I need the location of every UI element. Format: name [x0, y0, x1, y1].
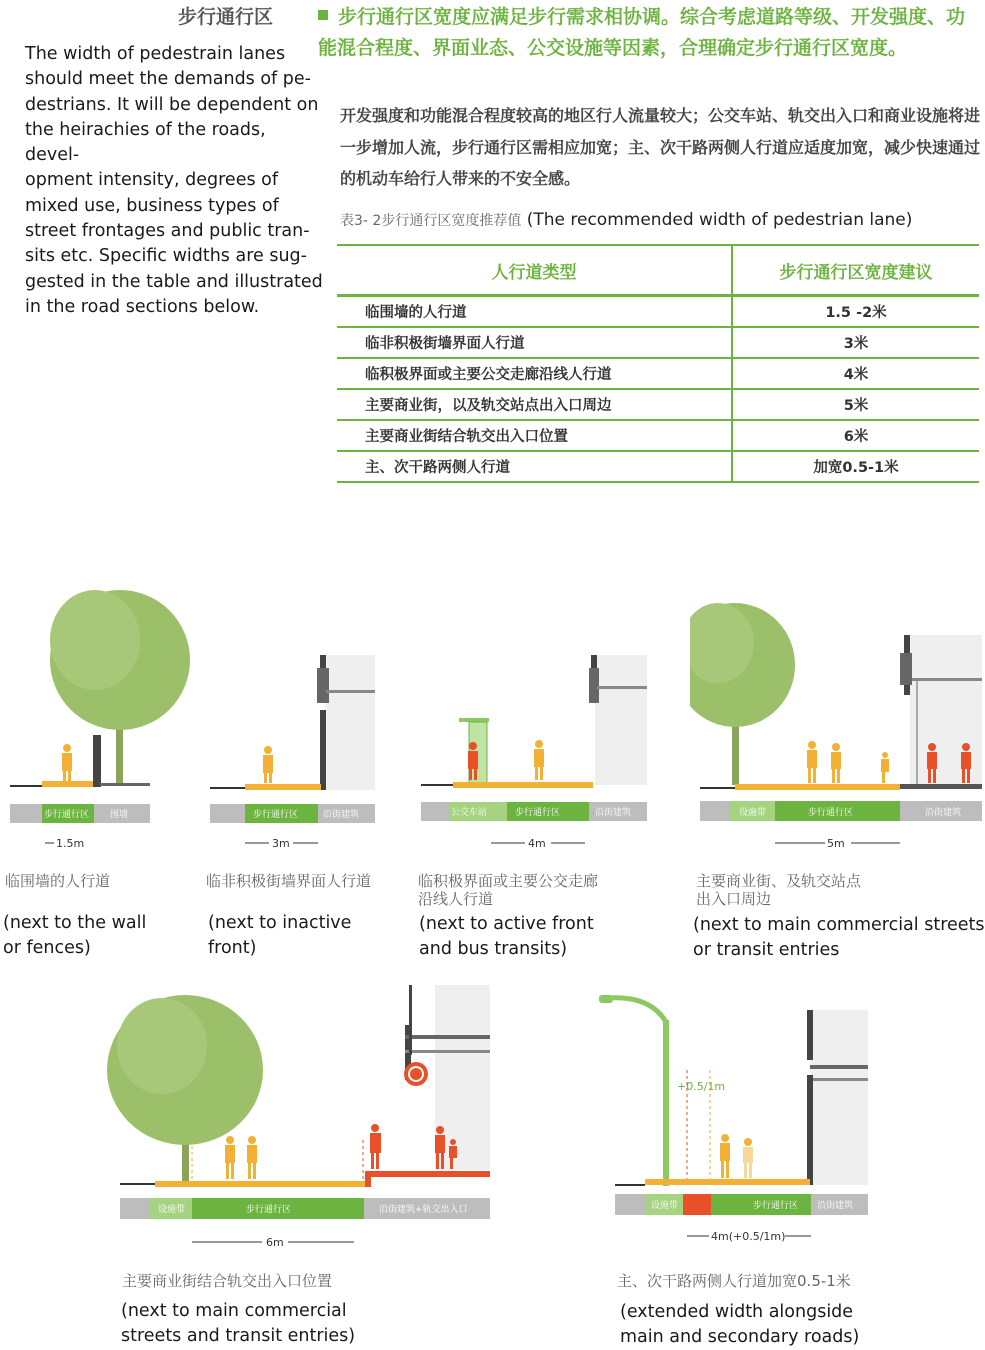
caption-cn: 主要商业街结合轨交出入口位置 — [122, 1272, 333, 1290]
width-label: 3m — [272, 837, 290, 850]
bar-label: 沿街建筑 — [925, 808, 962, 818]
table-cell: 主要商业街，以及轨交站点出入口周边 — [337, 389, 732, 420]
extra-width-label: +0.5/1m — [677, 1080, 726, 1093]
width-label: 1.5m — [56, 837, 85, 850]
bar-label: 沿街建筑 — [817, 1201, 854, 1211]
bar-label: 沿街建筑 — [595, 808, 632, 818]
bar-label: 设施带 — [651, 1201, 679, 1211]
table-row — [337, 358, 979, 389]
bar-label: 设施带 — [158, 1205, 186, 1215]
table-cell: 3米 — [732, 327, 979, 358]
bar-label: 步行通行区 — [246, 1205, 292, 1215]
caption-en: (next to the wall or fences) — [3, 913, 147, 958]
bar-label: 沿街建筑+轨交出入口 — [379, 1205, 468, 1215]
bar-label: 围墙 — [110, 810, 129, 820]
bar-label: 步行通行区 — [253, 810, 299, 820]
table-cell: 加宽0.5-1米 — [732, 451, 979, 482]
table-cell: 临积极界面或主要公交走廊沿线人行道 — [337, 358, 732, 389]
caption-en: (next to active front and bus transits) — [419, 914, 594, 959]
caption-cn: 临围墙的人行道 — [5, 872, 111, 890]
bar-label: 步行通行区 — [753, 1201, 799, 1211]
tree-icon — [107, 995, 263, 1186]
bar-label: 步行通行区 — [44, 810, 90, 820]
section-diagram-extended-width — [595, 990, 885, 1250]
body-text-cn: 开发强度和功能混合程度较高的地区行人流量较大；公交车站、轨交出入口和商业设施将进一步增加人流，步行通行区需相应加宽；主、次干路两侧人行道应适度加宽，减少快速通过的机动车给行人带来的不安全感。 — [340, 106, 981, 188]
section-diagram-wall — [0, 575, 200, 855]
bar-label: 公交车站 — [451, 808, 488, 818]
table-header-row — [337, 245, 979, 296]
caption-cn: 主要商业街、及轨交站点 出入口周边 — [696, 872, 862, 908]
width-label: 6m — [266, 1236, 284, 1249]
table-row — [337, 296, 979, 328]
section-diagram-active-front — [413, 650, 653, 850]
pedestrian-icon — [62, 744, 72, 781]
table-caption — [340, 210, 912, 230]
table-caption-cn: 表3- 2步行通行区宽度推荐值 — [340, 213, 522, 229]
bar-label: 步行通行区 — [515, 808, 561, 818]
section-diagram-transit-entry — [100, 980, 495, 1250]
metro-icon — [404, 1062, 428, 1086]
table-caption-en: (The recommended width of pedestrian lane) — [526, 210, 913, 230]
section-diagram-commercial — [690, 575, 985, 855]
pedestrian-icon — [720, 1134, 753, 1178]
width-label: 5m — [827, 837, 845, 850]
table-cell: 临围墙的人行道 — [337, 296, 732, 328]
caption-en: (extended width alongside main and secondary roads) — [620, 1302, 860, 1347]
section-title: 步行通行区 — [178, 6, 274, 28]
table-row — [337, 327, 979, 358]
caption-en: (next to main commercial streets and transit entries) — [121, 1301, 356, 1346]
width-label: 4m — [528, 837, 546, 850]
pedestrian-icon — [263, 746, 273, 783]
caption-en: (next to inactive front) — [208, 913, 352, 958]
table-row — [337, 389, 979, 420]
street-lamp-icon — [599, 995, 669, 1186]
bar-label: 步行通行区 — [808, 808, 854, 818]
table-cell: 4米 — [732, 358, 979, 389]
table-row — [337, 451, 979, 482]
caption-cn: 临非积极街墙界面人行道 — [206, 872, 372, 890]
table-cell: 主要商业街结合轨交出入口位置 — [337, 420, 732, 451]
tree-icon — [690, 603, 795, 785]
table-cell: 临非积极街墙界面人行道 — [337, 327, 732, 358]
table-cell: 主、次干路两侧人行道 — [337, 451, 732, 482]
caption-cn: 主、次干路两侧人行道加宽0.5-1米 — [617, 1272, 851, 1290]
table-cell: 1.5 -2米 — [732, 296, 979, 328]
table-cell: 6米 — [732, 420, 979, 451]
pedestrian-icon — [807, 741, 889, 783]
bar-label: 沿街建筑 — [323, 810, 360, 820]
bar-label: 设施带 — [739, 808, 767, 818]
caption-cn: 临积极界面或主要公交走廊 沿线人行道 — [418, 872, 599, 908]
pedestrian-icon — [225, 1136, 257, 1179]
width-label: 4m(+0.5/1m) — [711, 1230, 786, 1243]
section-diagram-inactive-front — [205, 650, 385, 850]
bullet-square-icon — [318, 10, 328, 20]
pedestrian-icon — [534, 740, 544, 780]
intro-text: The width of pedestrain lanes should meet the demands of pe- destrians. It will be dependent on the heirachies of the roads, devel- opment intensity, degrees of mixed use, business types of street frontages and public tran- sits etc. Specific widths are sug- gested in the table and illustrated in the road sections below. — [25, 44, 323, 317]
table-header: 步行通行区宽度建议 — [732, 245, 979, 296]
caption-en: (next to main commercial streets or transit entries — [693, 915, 985, 960]
table-row — [337, 420, 979, 451]
headline-text: 步行通行区宽度应满足步行需求相协调。综合考虑道路等级、开发强度、功能混合程度、界面业态、公交设施等因素，合理确定步行通行区宽度。 — [318, 6, 966, 59]
recommended-width-table — [337, 244, 979, 483]
headline — [318, 2, 978, 64]
table-cell: 5米 — [732, 389, 979, 420]
table-header: 人行道类型 — [337, 245, 732, 296]
